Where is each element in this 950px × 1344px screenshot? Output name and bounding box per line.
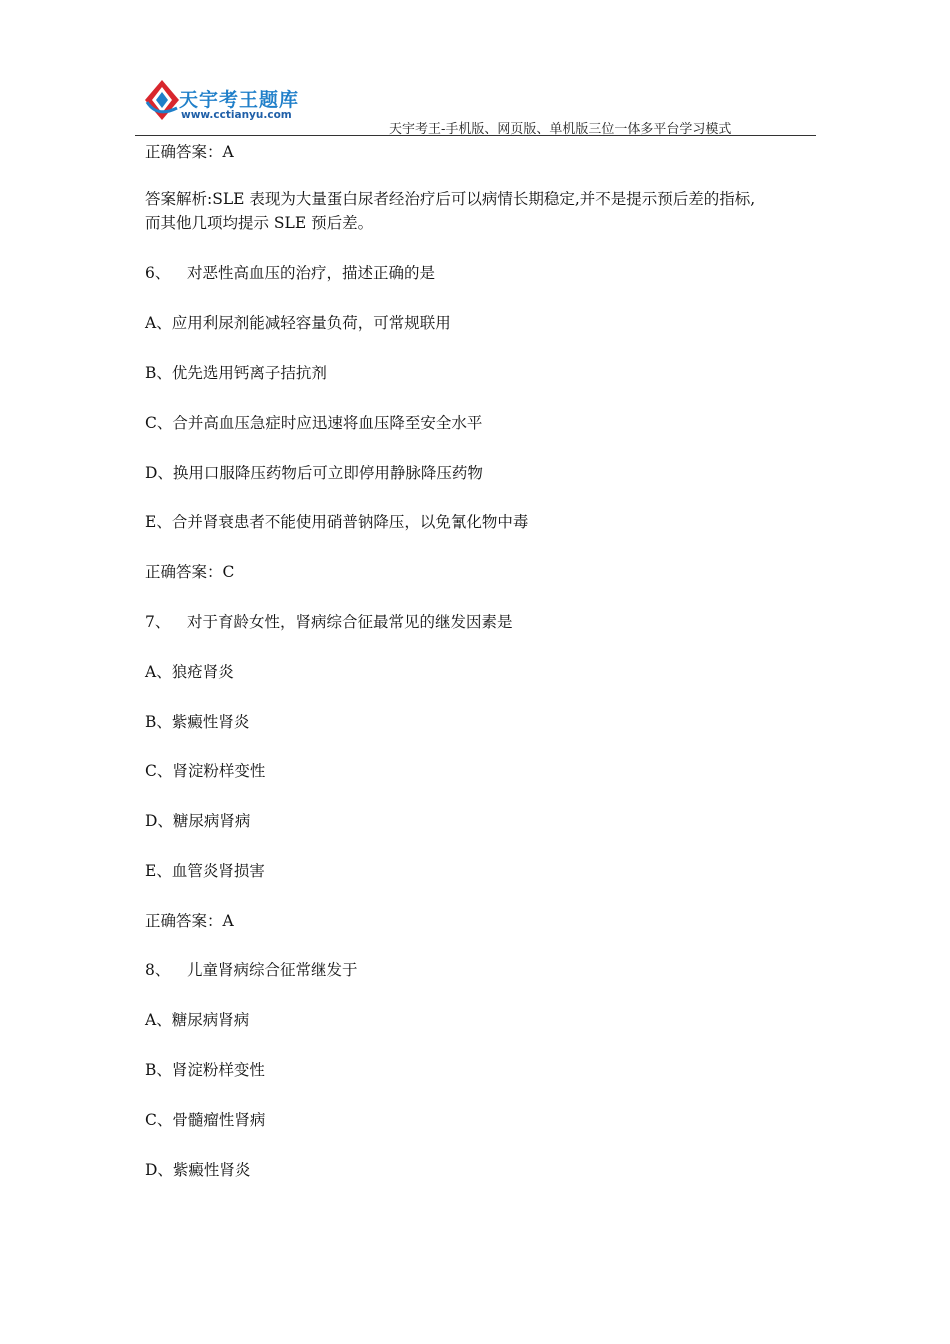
answer-q6: 正确答案：C — [145, 563, 235, 581]
answer-q7: 正确答案：A — [145, 912, 234, 930]
option-6d: D、换用口服降压药物后可立即停用静脉降压药物 — [145, 464, 483, 482]
option-6c: C、合并高血压急症时应迅速将血压降至安全水平 — [145, 414, 483, 432]
question-number: 6、 — [145, 264, 171, 282]
answer-q5: 正确答案：A — [145, 143, 234, 161]
site-logo — [143, 78, 313, 128]
logo-name: 天宇考王题库 — [179, 89, 300, 111]
option-8c: C、骨髓瘤性肾病 — [145, 1111, 266, 1129]
page-header — [0, 0, 950, 140]
question-stem: 对于育龄女性，肾病综合征最常见的继发因素是 — [187, 613, 513, 631]
explanation-line-1: 答案解析:SLE 表现为大量蛋白尿者经治疗后可以病情长期稳定,并不是提示预后差的指标, — [145, 190, 756, 208]
logo-diamond-icon — [143, 78, 181, 122]
option-6b: B、优先选用钙离子拮抗剂 — [145, 364, 327, 382]
question-8 — [145, 958, 358, 982]
option-6a: A、应用利尿剂能减轻容量负荷，可常规联用 — [145, 314, 451, 332]
question-6 — [145, 261, 435, 285]
option-6e: E、合并肾衰患者不能使用硝普钠降压，以免氰化物中毒 — [145, 513, 529, 531]
question-number: 8、 — [145, 961, 171, 979]
header-tagline: 天宇考王-手机版、网页版、单机版三位一体多平台学习模式 — [389, 122, 732, 137]
question-stem: 儿童肾病综合征常继发于 — [187, 961, 358, 979]
header-divider — [135, 135, 816, 136]
option-7c: C、肾淀粉样变性 — [145, 762, 266, 780]
question-number: 7、 — [145, 613, 171, 631]
option-8d: D、紫癜性肾炎 — [145, 1161, 251, 1179]
option-7d: D、糖尿病肾病 — [145, 812, 251, 830]
explanation-line-2: 而其他几项均提示 SLE 预后差。 — [145, 214, 374, 232]
option-8a: A、糖尿病肾病 — [145, 1011, 250, 1029]
option-8b: B、肾淀粉样变性 — [145, 1061, 265, 1079]
option-7b: B、紫癜性肾炎 — [145, 713, 250, 731]
logo-url: www.cctianyu.com — [181, 109, 292, 121]
question-7 — [145, 610, 513, 634]
option-7e: E、血管炎肾损害 — [145, 862, 265, 880]
question-stem: 对恶性高血压的治疗，描述正确的是 — [187, 264, 436, 282]
option-7a: A、狼疮肾炎 — [145, 663, 234, 681]
